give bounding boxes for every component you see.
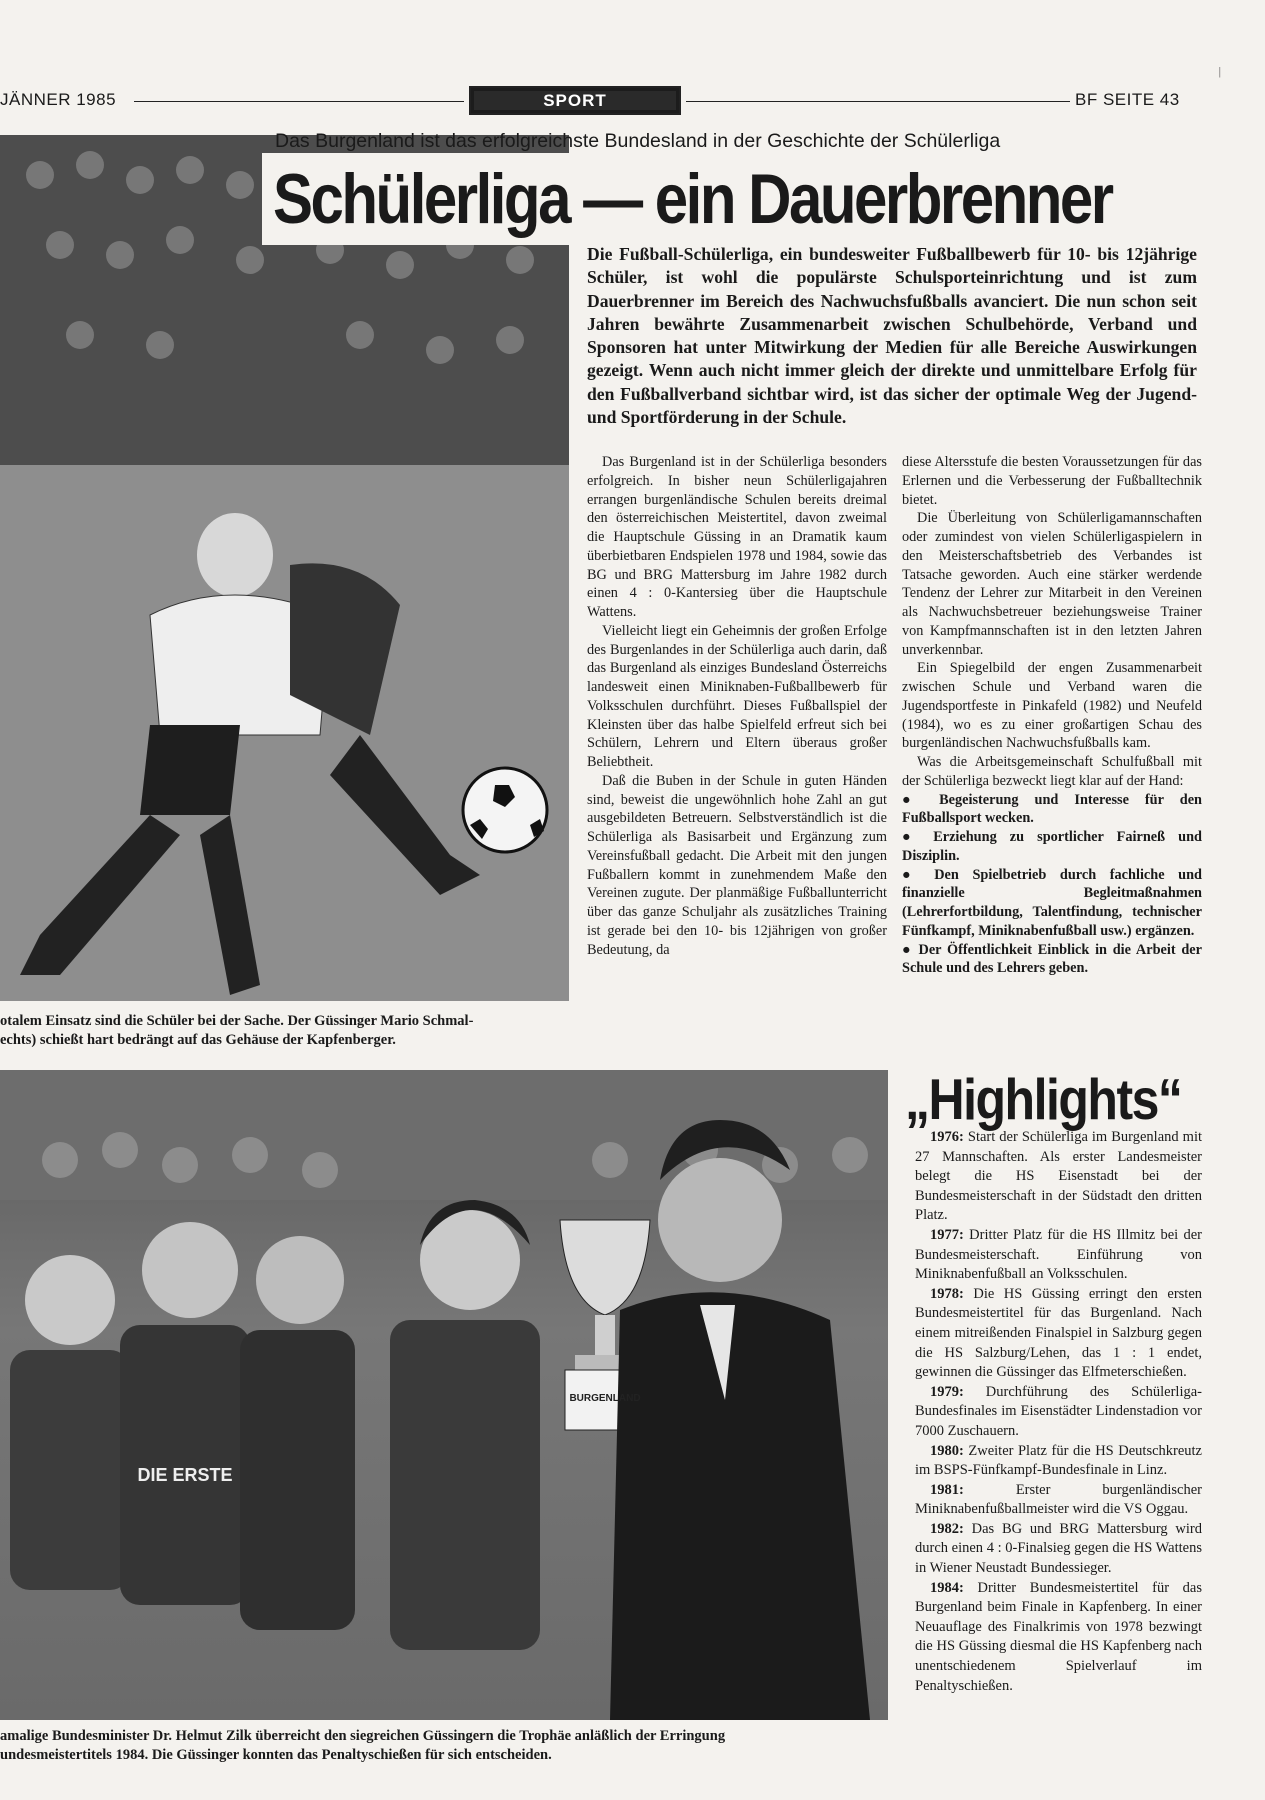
match-photo — [0, 135, 569, 1001]
match-photo-illustration — [0, 135, 569, 1001]
photo2-caption-line-2: undesmeistertitels 1984. Die Güssinger konnten das Penaltyschießen für sich entscheiden. — [0, 1747, 552, 1763]
highlight-text: Durchführung des Schülerliga-Bundesfinales im Eisenstädter Lindenstadion vor 7000 Zuschauern. — [915, 1383, 1202, 1439]
highlight-text: Die HS Güssing erringt den ersten Bundesmeistertitel für das Burgenland. Nach einem mitreißenden Finalspiel in Salzburg gegen die HS Salzburg/Lehen, das 1 : 1 endet, gewinnen die Güssinger das Elfmeterschießen. — [915, 1285, 1203, 1381]
highlight-text: Zweiter Platz für die HS Deutschkreutz im BSPS-Fünfkampf-Bundesfinale in Linz. — [915, 1442, 1202, 1479]
goal-bullet: ● Begeisterung und Interesse für den Fußballsport wecken. — [902, 791, 1202, 829]
highlight-item — [915, 1383, 1202, 1442]
header-rule-right — [686, 101, 1070, 102]
photo1-caption-line-1: otalem Einsatz sind die Schüler bei der Sache. Der Güssinger Mario Schmal- — [0, 1013, 474, 1029]
highlight-year: 1984: — [930, 1579, 964, 1596]
highlight-text: Start der Schülerliga im Burgenland mit 27 Mannschaften. Als erster Landesmeister belegt die HS Eisenstadt bei der Bundesmeisterschaft in der Südstadt den dritten Platz. — [915, 1129, 1202, 1224]
photo1-caption-line-2: echts) schießt hart bedrängt auf das Gehäuse der Kapfenberger. — [0, 1032, 396, 1048]
highlight-year: 1977: — [930, 1226, 964, 1243]
trophy-banner: BURGENLAND — [569, 1393, 641, 1404]
col1-paragraph-2: Vielleicht liegt ein Geheimnis der großen Erfolge des Burgenlandes in der Schülerliga auch darin, daß das Burgenland als einziges Bundesland Österreichs landesweit einen Miniknaben-Fußballbewerb für Volksschulen durchführt. Dieses Fußballspiel der Kleinsten über das halbe Spielfeld erfreut sich bei Schülern, Lehrern und Eltern überaus großer Beliebtheit. — [587, 622, 887, 770]
highlight-item — [915, 1442, 1202, 1481]
shirt-print: DIE ERSTE — [137, 1465, 233, 1485]
col1-paragraph-3: Daß die Buben in der Schule in guten Händen sind, beweist die ungewöhnlich hohe Zahl an gut ausgebildeten Betreuern. Selbstverständlich ist die Schülerliga als Basisarbeit und Ergänzung zum Vereinsfußball gedacht. Die Arbeit mit den jungen Fußballern kommt in zunehmendem Maße den Vereinen zugute. Der planmäßige Fußballunterricht über das ganze Schuljahr als zusätzliches Training ist gerade bei den 10- bis 12jährigen von großer Bedeutung, da — [587, 772, 887, 958]
page-number: BF SEITE 43 — [1075, 90, 1180, 109]
trophy-photo-illustration — [0, 1070, 888, 1720]
highlight-text: Dritter Platz für die HS Illmitz bei der Bundesmeisterschaft. Einführung von Miniknabenfußball an Volksschulen. — [915, 1226, 1203, 1283]
header-rule-left — [134, 101, 464, 102]
highlight-item — [915, 1481, 1202, 1520]
highlights-title: „Highlights“ — [905, 1067, 1182, 1132]
article-intro: Die Fußball-Schülerliga, ein bundesweiter Fußballbewerb für 10- bis 12jährige Schüler, ist wohl die populärste Schulsporteinrichtung und ist zum Dauerbrenner im Bereich des Nachwuchsfußballs avanciert. Die nun schon seit Jahren bewährte Zusammenarbeit zwischen Schulbehörde, Verband und Sponsoren hat unter Mitwirkung der Medien für alle Bereiche Auswirkungen gezeigt. Wenn auch nicht immer gleich der direkte und unmittelbare Erfolg für den Fußballverband sichtbar wird, ist das sicher der optimale Weg der Jugend- und Sportförderung in der Schule. — [587, 244, 1197, 428]
highlight-year: 1982: — [930, 1520, 964, 1537]
article-column-1 — [587, 453, 887, 959]
goal-bullet: ● Der Öffentlichkeit Einblick in die Arbeit der Schule und des Lehrers geben. — [902, 941, 1202, 979]
goal-bullet: ● Den Spielbetrieb durch fachliche und finanzielle Begleitmaßnahmen (Lehrerfortbildung, Talentfindung, technischer Fünfkampf, Miniknabenfußball usw.) ergänzen. — [902, 866, 1202, 941]
article-kicker: Das Burgenland ist das erfolgreichste Bundesland in der Geschichte der Schülerliga — [275, 130, 1001, 152]
col2-paragraph-1: diese Altersstufe die besten Voraussetzungen für das Erlernen und die Verbesserung der Fußballtechnik bietet. — [902, 454, 1202, 508]
goal-bullet: ● Erziehung zu sportlicher Fairneß und Disziplin. — [902, 828, 1202, 866]
col2-paragraph-3: Ein Spiegelbild der engen Zusammenarbeit zwischen Schule und Verband waren die Jugendsportfeste in Pinkafeld (1982) und Neufeld (1984), wo es zu einer großartigen Schau des burgenländischen Nachwuchsfußballs kam. — [902, 660, 1202, 752]
highlights-list — [915, 1128, 1202, 1696]
trophy-photo — [0, 1070, 888, 1720]
highlight-year: 1981: — [930, 1481, 964, 1498]
highlight-item — [915, 1226, 1202, 1285]
highlight-year: 1980: — [930, 1442, 964, 1459]
highlight-text: Dritter Bundesmeistertitel für das Burgenland beim Finale in Kapfenberg. In einer Neuauflage des Finalkrimis von 1978 bezwingt die HS Güssing diesmal die HS Kapfenberg nach unentschiedenem Spielverlauf im Penaltyschießen. — [915, 1579, 1202, 1694]
highlight-text: Erster burgenländischer Miniknabenfußballmeister wird die VS Oggau. — [915, 1481, 1202, 1518]
issue-date: JÄNNER 1985 — [0, 90, 117, 109]
highlight-item — [915, 1285, 1202, 1383]
highlight-item — [915, 1128, 1202, 1226]
col2-paragraph-4: Was die Arbeitsgemeinschaft Schulfußball mit der Schülerliga bezweckt liegt klar auf der Hand: — [902, 754, 1202, 789]
article-headline: Schülerliga — ein Dauerbrenner — [273, 159, 1112, 239]
highlight-item — [915, 1579, 1202, 1697]
section-label: SPORT — [474, 91, 676, 110]
photo2-caption-line-1: amalige Bundesminister Dr. Helmut Zilk überreicht den siegreichen Güssingern die Trophäe anläßlich der Erringung — [0, 1728, 726, 1744]
col1-paragraph-1: Das Burgenland ist in der Schülerliga besonders erfolgreich. In bisher neun Schülerligajahren errangen burgenländische Schulen bereits dreimal den österreichischen Meistertitel, davon zweimal die Hauptschule Güssing in an Dramatik kaum überbietbaren Endspielen 1978 und 1984, sowie das BG und BRG Mattersburg im Jahre 1982 durch einen 4 : 0-Kantersieg über die Hauptschule Wattens. — [587, 454, 887, 620]
section-label-box — [469, 86, 681, 115]
article-column-2 — [902, 453, 1202, 978]
highlight-item — [915, 1520, 1202, 1579]
edge-mark: | — [1218, 64, 1221, 78]
highlight-year: 1978: — [930, 1285, 964, 1302]
highlight-year: 1979: — [930, 1383, 964, 1400]
highlight-text: Das BG und BRG Mattersburg wird durch einen 4 : 0-Finalsieg gegen die HS Wattens in Wiener Neustadt Bundessieger. — [915, 1520, 1203, 1577]
col2-paragraph-2: Die Überleitung von Schülerligamannschaften oder zumindest von vielen Schülerligaspielern in den Meisterschaftsbetrieb des Verbandes ist Tatsache geworden. Auch eine stärker werdende Tendenz der Lehrer zur Mitarbeit in den Vereinen als Nachwuchsbetreuer beziehungsweise Trainer von Kampfmannschaften ist in den letzten Jahren unverkennbar. — [902, 510, 1202, 658]
highlight-year: 1976: — [930, 1129, 964, 1145]
